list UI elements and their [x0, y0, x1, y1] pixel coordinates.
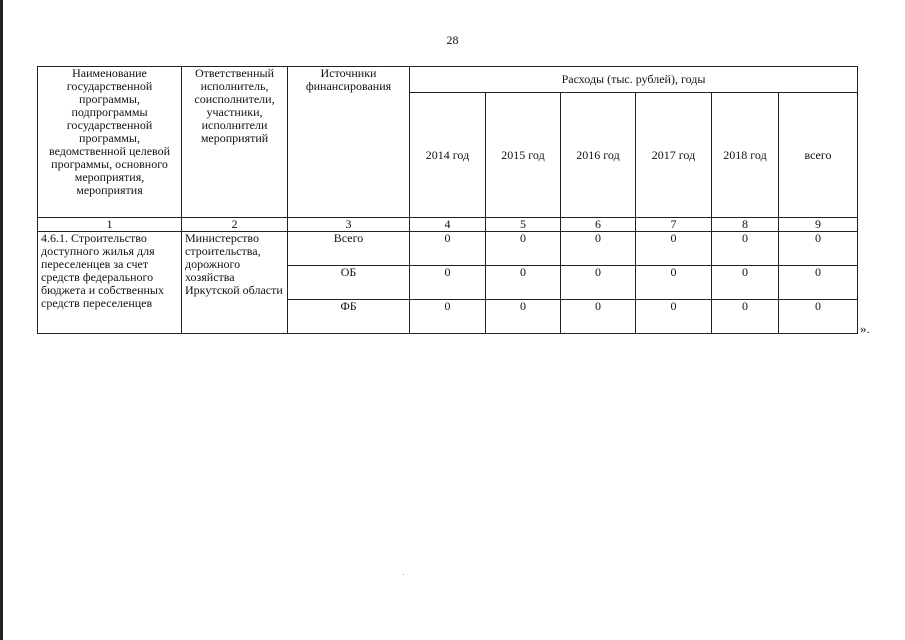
value-cell: 0 [561, 300, 636, 334]
header-year-2016: 2016 год [561, 93, 636, 218]
header-year-2018: 2018 год [712, 93, 779, 218]
header-total: всего [779, 93, 858, 218]
value-cell: 0 [779, 232, 858, 266]
header-executor: Ответственный исполнитель, соисполнители, участники, исполнители мероприятий [182, 67, 288, 218]
header-expenses: Расходы (тыс. рублей), годы [410, 67, 858, 93]
header-sources: Источники финансирования [288, 67, 410, 218]
column-number: 2 [182, 218, 288, 232]
value-cell: 0 [410, 266, 486, 300]
column-number: 3 [288, 218, 410, 232]
source-cell: Всего [288, 232, 410, 266]
column-number-row [38, 218, 858, 232]
column-number: 1 [38, 218, 182, 232]
value-cell: 0 [410, 232, 486, 266]
source-cell: ОБ [288, 266, 410, 300]
header-year-2017: 2017 год [636, 93, 712, 218]
value-cell: 0 [486, 266, 561, 300]
entry-executor: Министерство строительства, дорожного хозяйства Иркутской области [182, 232, 288, 334]
value-cell: 0 [636, 232, 712, 266]
value-cell: 0 [636, 300, 712, 334]
value-cell: 0 [779, 300, 858, 334]
header-row-1 [38, 67, 858, 93]
column-number: 6 [561, 218, 636, 232]
budget-table [37, 66, 858, 334]
column-number: 5 [486, 218, 561, 232]
value-cell: 0 [410, 300, 486, 334]
source-cell: ФБ [288, 300, 410, 334]
value-cell: 0 [712, 232, 779, 266]
column-number: 9 [779, 218, 858, 232]
header-year-2014: 2014 год [410, 93, 486, 218]
value-cell: 0 [712, 266, 779, 300]
page-number: 28 [446, 33, 459, 47]
value-cell: 0 [486, 232, 561, 266]
page-left-edge [0, 0, 3, 640]
value-cell: 0 [486, 300, 561, 334]
table-row-total [38, 232, 858, 266]
value-cell: 0 [561, 232, 636, 266]
column-number: 8 [712, 218, 779, 232]
value-cell: 0 [561, 266, 636, 300]
entry-name: 4.6.1. Строительство доступного жилья для переселенцев за счет средств федерального бюджета и собственных средств переселенцев [38, 232, 182, 334]
value-cell: 0 [712, 300, 779, 334]
value-cell: 0 [779, 266, 858, 300]
scan-speck [403, 574, 404, 575]
closing-quote: ». [860, 321, 870, 336]
header-year-2015: 2015 год [486, 93, 561, 218]
value-cell: 0 [636, 266, 712, 300]
header-name: Наименование государственной программы, подпрограммы государственной программы, ведомственной целевой программы, основного мероприятия, мероприятия [38, 67, 182, 218]
column-number: 7 [636, 218, 712, 232]
column-number: 4 [410, 218, 486, 232]
